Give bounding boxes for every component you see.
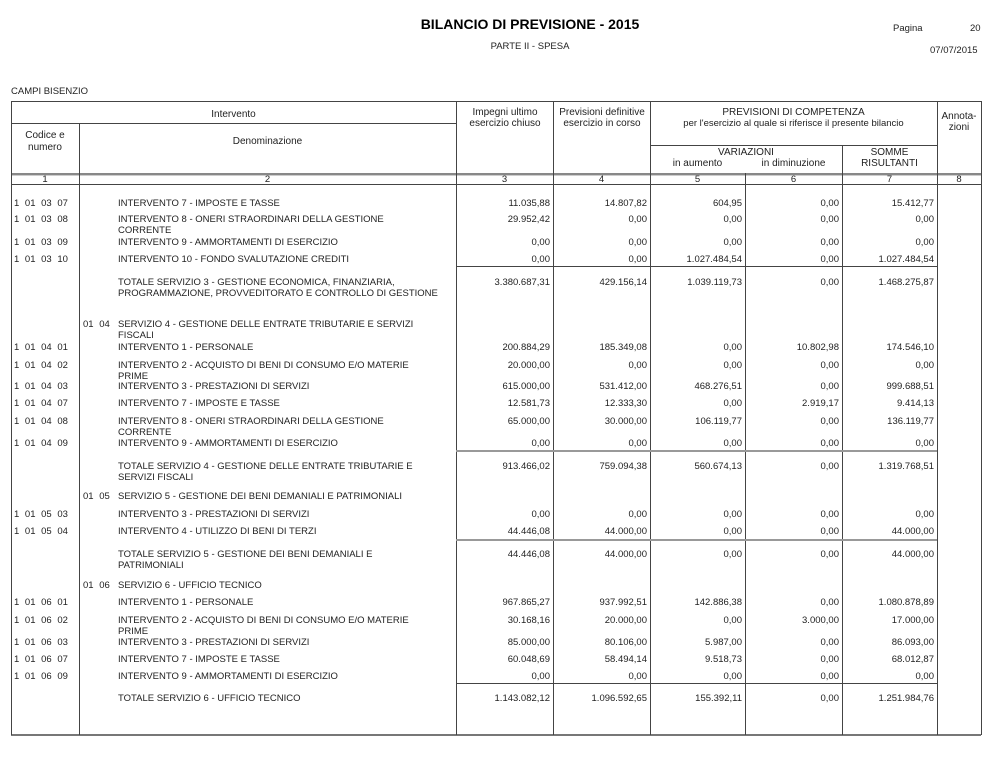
amount-cell: 0,00: [820, 416, 839, 427]
header-previsioni: Previsioni definitive esercizio in corso: [559, 107, 645, 129]
amount-cell: 1.039.119,73: [687, 277, 742, 288]
page-number: 20: [970, 23, 981, 34]
page-label: Pagina: [893, 23, 923, 34]
amount-cell: 0,00: [723, 237, 742, 248]
amount-cell: 0,00: [820, 360, 839, 371]
amount-cell: 0,00: [915, 360, 934, 371]
service-label: SERVIZIO 6 - UFFICIO TECNICO: [118, 580, 262, 591]
amount-cell: 0,00: [628, 254, 647, 265]
row-denomination: INTERVENTO 8 - ONERI STRAORDINARI DELLA GESTIONE CORRENTE: [118, 214, 384, 236]
amount-cell: 106.119,77: [695, 416, 742, 427]
amount-cell: 44.000,00: [891, 549, 934, 560]
row-denomination: INTERVENTO 9 - AMMORTAMENTI DI ESERCIZIO: [118, 237, 338, 248]
amount-cell: 0,00: [820, 381, 839, 392]
row-denomination: INTERVENTO 10 - FONDO SVALUTAZIONE CREDITI: [118, 254, 350, 265]
amount-cell: 0,00: [820, 549, 839, 560]
row-denomination: INTERVENTO 7 - IMPOSTE E TASSE: [118, 654, 280, 665]
total-separator: [456, 266, 937, 267]
amount-cell: 0,00: [723, 615, 742, 626]
amount-cell: 1.468.275,87: [878, 277, 934, 288]
amount-cell: 1.096.592,65: [591, 693, 647, 704]
amount-cell: 468.276,51: [694, 381, 742, 392]
row-denomination: INTERVENTO 1 - PERSONALE: [118, 342, 254, 353]
row-code: 1 01 06 02: [14, 615, 68, 626]
row-denomination: INTERVENTO 3 - PRESTAZIONI DI SERVIZI: [118, 509, 310, 520]
amount-cell: 9.414,13: [897, 398, 934, 409]
amount-cell: 0,00: [820, 509, 839, 520]
amount-cell: 0,00: [628, 360, 647, 371]
amount-cell: 2.919,17: [802, 398, 839, 409]
amount-cell: 531.412,00: [599, 381, 647, 392]
amount-cell: 1.251.984,76: [878, 693, 934, 704]
row-denomination: INTERVENTO 9 - AMMORTAMENTI DI ESERCIZIO: [118, 671, 338, 682]
row-code: 1 01 03 10: [14, 254, 68, 265]
amount-cell: 429.156,14: [599, 277, 647, 288]
amount-cell: 0,00: [628, 671, 647, 682]
amount-cell: 0,00: [820, 637, 839, 648]
total-label: TOTALE SERVIZIO 3 - GESTIONE ECONOMICA, FINANZIARIA, PROGRAMMAZIONE, PROVVEDITORATO E CONTROLLO DI GESTIONE: [118, 277, 438, 299]
row-code: 1 01 06 01: [14, 597, 68, 608]
column-number: 5: [694, 174, 701, 185]
amount-cell: 12.333,30: [604, 398, 647, 409]
header-denominazione: Denominazione: [232, 136, 303, 147]
amount-cell: 136.119,77: [887, 416, 934, 427]
amount-cell: 0,00: [915, 671, 934, 682]
amount-cell: 185.349,08: [599, 342, 647, 353]
row-code: 1 01 04 09: [14, 438, 68, 449]
column-number: 1: [42, 174, 48, 185]
amount-cell: 85.000,00: [507, 637, 550, 648]
row-code: 1 01 04 08: [14, 416, 68, 427]
amount-cell: 20.000,00: [507, 360, 550, 371]
amount-cell: 0,00: [628, 438, 647, 449]
row-code: 1 01 03 09: [14, 237, 68, 248]
amount-cell: 3.000,00: [802, 615, 839, 626]
amount-cell: 58.494,14: [604, 654, 647, 665]
header-in-aumento: in aumento: [672, 158, 723, 169]
service-code: 01 04: [83, 319, 110, 330]
total-separator: [456, 450, 937, 452]
amount-cell: 967.865,27: [502, 597, 550, 608]
column-number: 4: [598, 174, 605, 185]
amount-cell: 1.027.484,54: [878, 254, 934, 265]
amount-cell: 0,00: [723, 214, 742, 225]
amount-cell: 0,00: [723, 342, 742, 353]
amount-cell: 615.000,00: [502, 381, 550, 392]
column-number: 6: [790, 174, 797, 185]
row-denomination: INTERVENTO 1 - PERSONALE: [118, 597, 254, 608]
column-number: 2: [264, 174, 271, 185]
amount-cell: 0,00: [820, 214, 839, 225]
total-label: TOTALE SERVIZIO 4 - GESTIONE DELLE ENTRATE TRIBUTARIE E SERVIZI FISCALI: [118, 461, 413, 483]
amount-cell: 0,00: [820, 254, 839, 265]
amount-cell: 30.000,00: [604, 416, 647, 427]
row-denomination: INTERVENTO 9 - AMMORTAMENTI DI ESERCIZIO: [118, 438, 338, 449]
total-separator: [456, 683, 937, 684]
amount-cell: 0,00: [723, 549, 742, 560]
amount-cell: 0,00: [820, 438, 839, 449]
header-somme: SOMME RISULTANTI: [861, 147, 918, 169]
amount-cell: 0,00: [723, 438, 742, 449]
amount-cell: 11.035,88: [508, 198, 550, 209]
amount-cell: 44.446,08: [507, 549, 550, 560]
amount-cell: 12.581,73: [507, 398, 550, 409]
amount-cell: 0,00: [820, 198, 839, 209]
total-label: TOTALE SERVIZIO 5 - GESTIONE DEI BENI DEMANIALI E PATRIMONIALI: [118, 549, 373, 571]
header-variazioni: VARIAZIONI: [718, 147, 774, 158]
service-label: SERVIZIO 4 - GESTIONE DELLE ENTRATE TRIBUTARIE E SERVIZI FISCALI: [118, 319, 414, 341]
amount-cell: 0,00: [915, 509, 934, 520]
amount-cell: 0,00: [531, 438, 550, 449]
row-code: 1 01 05 03: [14, 509, 68, 520]
amount-cell: 68.012,87: [891, 654, 934, 665]
header-intervento: Intervento: [211, 109, 256, 120]
column-number: 8: [956, 174, 962, 185]
amount-cell: 0,00: [915, 438, 934, 449]
row-denomination: INTERVENTO 7 - IMPOSTE E TASSE: [118, 198, 280, 209]
amount-cell: 0,00: [723, 360, 742, 371]
amount-cell: 3.380.687,31: [494, 277, 550, 288]
header-annotazioni: Annota- zioni: [941, 111, 977, 133]
service-code: 01 06: [83, 580, 110, 591]
amount-cell: 155.392,11: [695, 693, 742, 704]
row-code: 1 01 03 08: [14, 214, 68, 225]
total-separator: [456, 539, 937, 541]
report-date: 07/07/2015: [930, 45, 978, 56]
row-denomination: INTERVENTO 3 - PRESTAZIONI DI SERVIZI: [118, 637, 310, 648]
amount-cell: 10.802,98: [796, 342, 839, 353]
header-codice: Codice e numero: [25, 130, 65, 153]
amount-cell: 759.094,38: [599, 461, 647, 472]
amount-cell: 1.080.878,89: [878, 597, 934, 608]
report-subtitle: PARTE II - SPESA: [490, 41, 570, 52]
amount-cell: 0,00: [723, 671, 742, 682]
amount-cell: 0,00: [820, 654, 839, 665]
row-code: 1 01 04 03: [14, 381, 68, 392]
report-title: BILANCIO DI PREVISIONE - 2015: [420, 16, 640, 32]
column-number: 3: [501, 174, 508, 185]
row-code: 1 01 03 07: [14, 198, 68, 209]
row-denomination: INTERVENTO 2 - ACQUISTO DI BENI DI CONSUMO E/O MATERIE PRIME: [118, 360, 409, 382]
amount-cell: 0,00: [531, 671, 550, 682]
amount-cell: 1.027.484,54: [686, 254, 742, 265]
row-code: 1 01 04 01: [14, 342, 68, 353]
row-denomination: INTERVENTO 4 - UTILIZZO DI BENI DI TERZI: [118, 526, 317, 537]
header-in-diminuzione: in diminuzione: [761, 158, 826, 169]
service-label: SERVIZIO 5 - GESTIONE DEI BENI DEMANIALI E PATRIMONIALI: [118, 491, 403, 502]
amount-cell: 80.106,00: [604, 637, 647, 648]
row-code: 1 01 04 02: [14, 360, 68, 371]
row-code: 1 01 05 04: [14, 526, 68, 537]
amount-cell: 937.992,51: [599, 597, 647, 608]
row-code: 1 01 06 03: [14, 637, 68, 648]
row-denomination: INTERVENTO 3 - PRESTAZIONI DI SERVIZI: [118, 381, 310, 392]
amount-cell: 0,00: [820, 693, 839, 704]
amount-cell: 200.884,29: [502, 342, 550, 353]
amount-cell: 65.000,00: [507, 416, 550, 427]
amount-cell: 0,00: [531, 509, 550, 520]
amount-cell: 0,00: [820, 671, 839, 682]
amount-cell: 0,00: [628, 237, 647, 248]
amount-cell: 0,00: [723, 398, 742, 409]
amount-cell: 560.674,13: [694, 461, 742, 472]
amount-cell: 14.807,82: [604, 198, 647, 209]
amount-cell: 1.319.768,51: [878, 461, 934, 472]
row-code: 1 01 06 09: [14, 671, 68, 682]
amount-cell: 142.886,38: [694, 597, 742, 608]
amount-cell: 0,00: [820, 461, 839, 472]
amount-cell: 0,00: [915, 237, 934, 248]
amount-cell: 1.143.082,12: [494, 693, 550, 704]
header-impegni: Impegni ultimo esercizio chiuso: [469, 107, 541, 129]
amount-cell: 44.446,08: [507, 526, 550, 537]
amount-cell: 15.412,77: [891, 198, 934, 209]
amount-cell: 0,00: [820, 277, 839, 288]
header-competenza: PREVISIONI DI COMPETENZA: [722, 107, 865, 118]
amount-cell: 604,95: [712, 198, 742, 209]
amount-cell: 0,00: [820, 237, 839, 248]
row-denomination: INTERVENTO 7 - IMPOSTE E TASSE: [118, 398, 280, 409]
row-code: 1 01 06 07: [14, 654, 68, 665]
amount-cell: 20.000,00: [604, 615, 647, 626]
amount-cell: 0,00: [628, 509, 647, 520]
amount-cell: 0,00: [531, 237, 550, 248]
amount-cell: 0,00: [723, 526, 742, 537]
service-code: 01 05: [83, 491, 110, 502]
amount-cell: 86.093,00: [891, 637, 934, 648]
amount-cell: 17.000,00: [891, 615, 934, 626]
amount-cell: 30.168,16: [507, 615, 550, 626]
amount-cell: 29.952,42: [507, 214, 550, 225]
row-denomination: INTERVENTO 2 - ACQUISTO DI BENI DI CONSUMO E/O MATERIE PRIME: [118, 615, 409, 637]
amount-cell: 44.000,00: [891, 526, 934, 537]
amount-cell: 44.000,00: [604, 526, 647, 537]
amount-cell: 0,00: [531, 254, 550, 265]
row-code: 1 01 04 07: [14, 398, 68, 409]
amount-cell: 44.000,00: [604, 549, 647, 560]
amount-cell: 0,00: [723, 509, 742, 520]
amount-cell: 999.688,51: [886, 381, 934, 392]
amount-cell: 0,00: [820, 597, 839, 608]
amount-cell: 0,00: [628, 214, 647, 225]
amount-cell: 5.987,00: [705, 637, 742, 648]
amount-cell: 60.048,69: [507, 654, 550, 665]
amount-cell: 0,00: [820, 526, 839, 537]
entity-name: CAMPI BISENZIO: [11, 86, 89, 97]
amount-cell: 174.546,10: [886, 342, 934, 353]
total-label: TOTALE SERVIZIO 6 - UFFICIO TECNICO: [118, 693, 301, 704]
amount-cell: 9.518,73: [705, 654, 742, 665]
amount-cell: 913.466,02: [502, 461, 550, 472]
header-competenza-sub: per l'esercizio al quale si riferisce il presente bilancio: [683, 118, 904, 129]
column-number: 7: [886, 174, 893, 185]
row-denomination: INTERVENTO 8 - ONERI STRAORDINARI DELLA GESTIONE CORRENTE: [118, 416, 384, 438]
amount-cell: 0,00: [915, 214, 934, 225]
